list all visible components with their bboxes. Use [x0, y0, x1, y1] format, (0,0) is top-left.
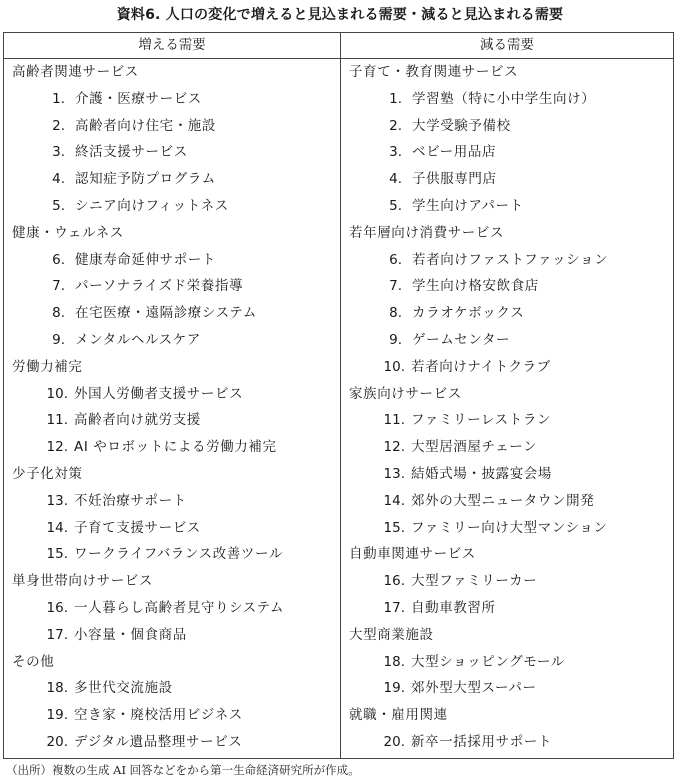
decrease-category: 大型商業施設 [349, 626, 434, 643]
item-label: デジタル遺品整理サービス [74, 733, 243, 750]
item-label: 郊外の大型ニュータウン開発 [411, 492, 595, 509]
item-label: 終活支援サービス [75, 144, 188, 161]
item-number: 12. [46, 439, 68, 456]
item-label: メンタルヘルスケア [75, 331, 201, 348]
item-number: 5. [52, 197, 65, 214]
increase-item [4, 113, 340, 140]
item-label: 子育て支援サービス [74, 519, 201, 536]
item-label: 郊外型大型スーパー [411, 680, 537, 697]
item-label: 大型ファミリーカー [411, 573, 538, 590]
item-label: シニア向けフィットネス [75, 197, 229, 214]
item-label: 自動車教習所 [411, 599, 496, 616]
decrease-category: 自動車関連サービス [349, 546, 476, 563]
increase-item [4, 139, 340, 166]
item-number: 11. [46, 412, 68, 429]
item-label: AI やロボットによる労働力補完 [74, 439, 277, 456]
item-label: 若者向けファストファッション [412, 251, 609, 268]
decrease-category: 家族向けサービス [349, 385, 462, 402]
item-label: 一人暮らし高齢者見守りシステム [74, 599, 285, 616]
increase-item [4, 86, 340, 113]
item-label: 学習塾（特に小中学生向け） [412, 90, 596, 107]
item-label: 高齢者向け住宅・施設 [75, 117, 216, 134]
decrease-item [341, 488, 677, 515]
item-number: 3. [389, 144, 402, 161]
decrease-category: 子育て・教育関連サービス [349, 64, 519, 80]
item-label: 介護・医療サービス [75, 90, 202, 107]
decrease-item [341, 434, 677, 461]
decrease-item [341, 139, 677, 166]
header-decrease: 減る需要 [480, 37, 534, 53]
decrease-item [341, 86, 677, 113]
item-number: 20. [383, 733, 405, 750]
item-number: 3. [52, 144, 65, 161]
increase-item [4, 300, 340, 327]
increase-item [4, 675, 340, 702]
item-number: 16. [46, 599, 68, 616]
item-number: 14. [383, 492, 405, 509]
table-header [4, 33, 673, 59]
decrease-item [341, 729, 677, 756]
item-number: 10. [46, 385, 68, 402]
decrease-item [341, 354, 677, 381]
increase-item [4, 193, 340, 220]
item-label: 小容量・個食商品 [74, 626, 187, 643]
item-number: 18. [46, 680, 68, 697]
item-label: 子供服専門店 [412, 171, 497, 188]
item-label: パーソナライズド栄養指導 [75, 278, 244, 295]
item-label: 若者向けナイトクラブ [411, 358, 551, 375]
item-label: 大型ショッピングモール [411, 653, 565, 670]
item-number: 2. [52, 117, 65, 134]
decrease-category: 若年層向け消費サービス [349, 224, 505, 241]
item-number: 5. [389, 197, 402, 214]
decrease-item [341, 247, 677, 274]
item-number: 6. [389, 251, 402, 268]
increase-category: 健康・ウェルネス [12, 224, 124, 241]
demand-table [3, 32, 674, 759]
item-number: 7. [52, 278, 65, 295]
item-number: 6. [52, 251, 65, 268]
item-label: 大学受験予備校 [412, 117, 511, 134]
increase-item [4, 541, 340, 568]
increase-category: 労働力補完 [12, 358, 83, 375]
item-number: 4. [389, 171, 402, 188]
item-number: 11. [383, 412, 405, 429]
increase-item [4, 273, 340, 300]
decrease-item [341, 515, 677, 542]
item-number: 2. [389, 117, 402, 134]
item-number: 9. [389, 331, 402, 348]
item-label: 大型居酒屋チェーン [411, 439, 538, 456]
item-label: 外国人労働者支援サービス [74, 385, 244, 402]
decrease-category: 就職・雇用関連 [349, 707, 448, 724]
increase-item [4, 407, 340, 434]
decrease-item [341, 461, 677, 488]
item-label: ワークライフバランス改善ツール [74, 546, 283, 563]
source-note: （出所）複数の生成 AI 回答などをから第一生命経済研究所が作成。 [6, 763, 360, 777]
item-number: 9. [52, 331, 65, 348]
decrease-item [341, 675, 677, 702]
decrease-item [341, 193, 677, 220]
item-number: 13. [383, 465, 405, 482]
item-number: 17. [46, 626, 68, 643]
item-number: 8. [389, 305, 402, 322]
increase-category: 単身世帯向けサービス [12, 573, 153, 590]
item-label: 健康寿命延伸サポート [75, 251, 216, 268]
item-label: 多世代交流施設 [74, 680, 173, 697]
increase-category: その他 [12, 653, 55, 670]
item-label: 新卒一括採用サポート [411, 733, 552, 750]
increase-item [4, 515, 340, 542]
item-number: 7. [389, 278, 402, 295]
increase-item [4, 622, 340, 649]
item-number: 1. [389, 90, 402, 107]
increase-item [4, 247, 340, 274]
item-number: 18. [383, 653, 405, 670]
item-number: 15. [383, 519, 405, 536]
item-number: 20. [46, 733, 68, 750]
document-title: 資料6. 人口の変化で増えると見込まれる需要・減ると見込まれる需要 [116, 7, 564, 23]
item-label: ファミリー向け大型マンション [411, 519, 608, 536]
increase-category: 高齢者関連サービス [12, 64, 139, 80]
item-label: ゲームセンター [412, 331, 511, 348]
item-label: 結婚式場・披露宴会場 [411, 465, 552, 482]
item-number: 10. [383, 358, 405, 375]
decrease-item [341, 407, 677, 434]
increase-item [4, 595, 340, 622]
item-label: ファミリーレストラン [411, 412, 552, 429]
item-number: 19. [46, 707, 68, 724]
item-number: 4. [52, 171, 65, 188]
item-number: 16. [383, 573, 405, 590]
decrease-item [341, 649, 677, 676]
decrease-item [341, 113, 677, 140]
increase-category: 少子化対策 [12, 465, 83, 482]
item-label: 在宅医療・遠隔診療システム [75, 305, 257, 322]
increase-item [4, 702, 340, 729]
item-label: 高齢者向け就労支援 [74, 412, 201, 429]
increase-item [4, 729, 340, 756]
item-number: 13. [46, 492, 68, 509]
item-label: ベビー用品店 [412, 144, 497, 161]
decrease-item [341, 568, 677, 595]
decrease-item [341, 300, 677, 327]
increase-item [4, 381, 340, 408]
item-number: 19. [383, 680, 405, 697]
item-number: 15. [46, 546, 68, 563]
decrease-item [341, 327, 677, 354]
item-number: 12. [383, 439, 405, 456]
decrease-column [341, 59, 677, 756]
item-label: カラオケボックス [412, 305, 525, 322]
item-label: 空き家・廃校活用ビジネス [74, 707, 243, 724]
decrease-item [341, 273, 677, 300]
item-label: 不妊治療サポート [74, 492, 187, 509]
increase-item [4, 488, 340, 515]
increase-item [4, 434, 340, 461]
increase-item [4, 327, 340, 354]
item-number: 8. [52, 305, 65, 322]
header-increase: 増える需要 [138, 37, 206, 53]
increase-column [4, 59, 340, 756]
item-label: 認知症予防プログラム [75, 171, 216, 188]
item-number: 14. [46, 519, 68, 536]
decrease-item [341, 595, 677, 622]
increase-item [4, 166, 340, 193]
decrease-item [341, 166, 677, 193]
item-number: 17. [383, 599, 405, 616]
item-number: 1. [52, 90, 65, 107]
item-label: 学生向けアパート [412, 197, 524, 214]
item-label: 学生向け格安飲食店 [412, 278, 539, 295]
